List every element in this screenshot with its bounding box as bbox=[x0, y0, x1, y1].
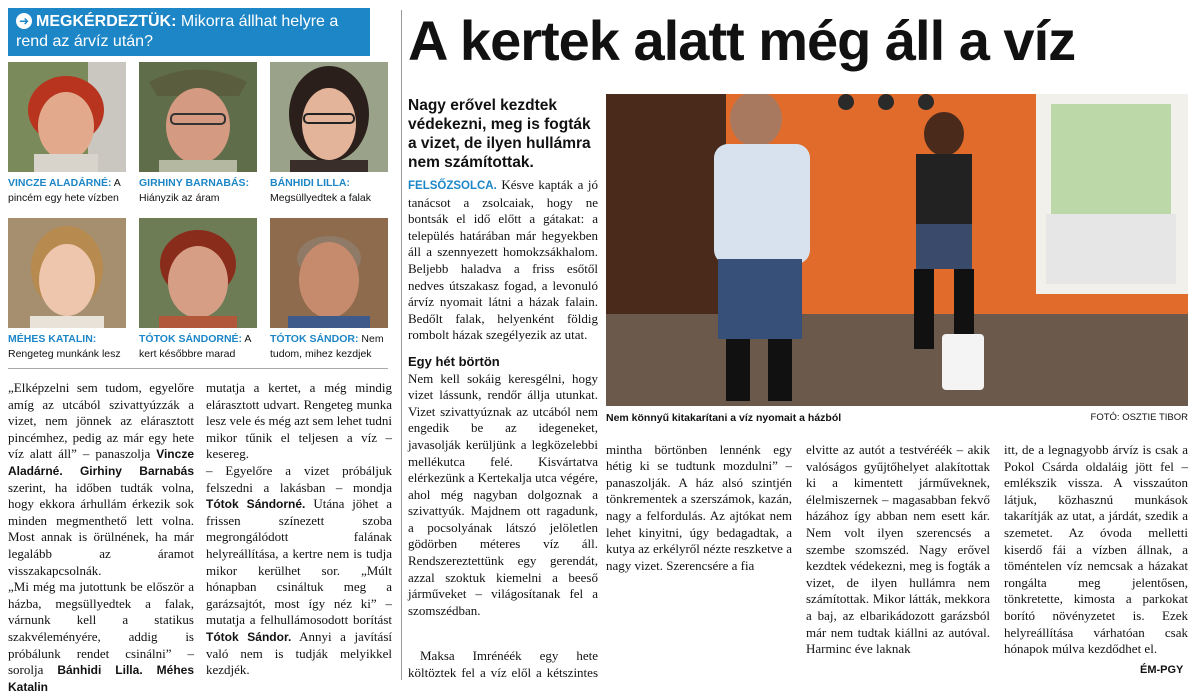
article-photo bbox=[606, 94, 1188, 406]
article-lead: Nagy erővel kezdtek védekezni, meg is fogták a vizet, de ilyen hullámra nem számítottak. bbox=[408, 97, 591, 171]
article-column-1-tail: Maksa Imrénéék egy hete költöztek fel a víz elől a kétszintes bbox=[408, 648, 598, 680]
poll-divider bbox=[8, 368, 388, 369]
portrait-totok-sandor bbox=[270, 218, 388, 328]
caption-vincze: VINCZE ALADÁRNÉ: A pincém egy hete vízben bbox=[8, 177, 121, 204]
portrait-girhiny-barnabas bbox=[139, 62, 257, 172]
article-column-1: FELSŐZSOLCA. Késve kapták a jó tanácsot a zsolcaiak, hogy ne bontsák el idő előtt a gátakat: a település határában már hegyekben áll a szennyezett homokzsákhalom. Beljebb haladva a friss esőtől nedves útszakasz fogad, a levonuló árvíz nyomait látni a házak falain. Bedőlt falak, helyenként földig rombolt házak szegélyezik az utat. Egy hét börtön Nem kell sokáig keresgélni, hogy vizet lássunk, rendőr állja utunkat. Vizet szivattyúznak az utcából nem engedik be az idegeneket, javasolják kerüljünk a legközelebbi mellékutca felé. Kisvártatva elérkezünk a Kertekalja utca végére, ahol még nagyban dolgoznak a szivattyúk. Majdnem ott ragadunk, a pocsolyának látszó jelöletlen gödörben méteres víz áll. Rendszereztettünk egy gerendát, azzal szoktuk kiemelni a beeső járműveket – világosítanak fel a szomszédban. bbox=[408, 177, 598, 618]
photo-caption: Nem könnyű kitakarítani a víz nyomait a házból bbox=[606, 412, 842, 424]
author-signature: ÉM-PGY bbox=[1140, 664, 1184, 676]
article-column-4: itt, de a legnagyobb árvíz is csak a Pokol Csárda oldaláig jött fel – emlékszik vissza. A visszaúton látjuk, közhasznú munkások takarítják az utat, a járdát, szedik a szemetet. Az óvoda melletti kiserdő fái a vízben állnak, a töméntelen víz nemcsak a házakat rongálta meg jelentősen, tönkretette, kimosta a parkokat borító növényzetet is. Ezek helyreállítása várhatóan csak hónapok múlva kezdődhet el. bbox=[1004, 442, 1188, 657]
portrait-mehes-katalin bbox=[8, 218, 126, 328]
poll-kicker: MEGKÉRDEZTÜK: bbox=[36, 13, 177, 30]
portrait-totok-sandorne bbox=[139, 218, 257, 328]
caption-totok-sandorne: TÓTOK SÁNDORNÉ: A kert későbbre marad bbox=[139, 333, 251, 360]
caption-banhidi: BÁNHIDI LILLA: Megsüllyedtek a falak bbox=[270, 177, 371, 204]
portrait-vincze-aladarne bbox=[8, 62, 126, 172]
caption-girhiny: GIRHINY BARNABÁS: Hiányzik az áram bbox=[139, 177, 250, 204]
poll-question: Mikorra állhat helyre a rend az árvíz után? bbox=[16, 13, 339, 50]
article-headline: A kertek alatt még áll a víz bbox=[408, 9, 1076, 72]
dateline: FELSŐZSOLCA. bbox=[408, 180, 497, 192]
article-column-2: mintha börtönben lennénk egy hétig ki se tudtunk mozdulni” – panaszolják. A ház alsó szintjén tönkrementek a szerszámok, kazán, nagy a felfordulás. Az ajtókat nem lehet kinyitni, úgy bedagadtak, a kutya az erkélyről nézte reszketve a nagy vizet. Szerencsére a fia bbox=[606, 442, 792, 573]
caption-totok-sandor: TÓTOK SÁNDOR: Nem tudom, mihez kezdjek bbox=[270, 333, 384, 360]
arrow-right-icon: ➜ bbox=[16, 13, 32, 29]
poll-text-column-1: „Elképzelni sem tudom, egyelőre amíg az utcából szivattyúzzák a vizet, nem jönnek az elárasztott pincémhez, pedig az már egy hete víz alatt áll” – panaszolja Vincze Aladárné. Girhiny Barnabás szerint, ha időben tudták volna, hogy ekkora árhullám érkezik sok minden megmenthető lett volna. Most annak is örülnének, ha már legalább az áramot visszakapcsolnák. „Mi még ma jutottunk be először a házba, megsüllyedtek a falak, várnunk kell a statikus szakvéleményére, addig is próbálunk rendet csinálni” – sorolja Bánhidi Lilla. Méhes Katalin bbox=[8, 380, 195, 694]
poll-header bbox=[8, 8, 370, 56]
subhead: Egy hét börtön bbox=[408, 353, 500, 369]
poll-text-column-2: mutatja a kertet, a még mindig elárasztott udvart. Rengeteg munka lesz vele és még azt sem lehet tudni mikor tűnik el teljesen a víz – kesereg. – Egyelőre a vizet próbáljuk felszedni a lakásban – mondja Tótok Sándorné. Utána jöhet a frissen színezett szoba megrongálódott falának helyreállítása, a kertre nem is tudja mikor kerülhet sor. „Múlt hónapban csináltuk meg a garázsajtót, most így néz ki” – mutatja a felhullámosodott borítást Tótok Sándor. Annyi a javításí való nem is tudják melyikkel kezdjék. bbox=[206, 380, 393, 678]
column-divider bbox=[401, 10, 402, 680]
article-column-3: elvitte az autót a testvéréék – akik valóságos gyűjtőhelyet alakítottak ki a kimentett járműveknek, élelmiszernek – magasabban fekvő házához így abban nem esett kár. Nem volt ilyen szerencsés a szembe szomszéd. Nagy erővel kezdtek védekezni, meg is fogták a vizet, de ilyen hullámra nem számítottak. Mikor látták, mekkora a baj, az elbarikádozott garázsból már nem tudtak kiállni az autóval. Harminc éve laknak bbox=[806, 442, 990, 657]
caption-mehes: MÉHES KATALIN: Rengeteg munkánk lesz bbox=[8, 333, 121, 360]
portrait-banhidi-lilla bbox=[270, 62, 388, 172]
photo-credit: FOTÓ: OSZTIE TIBOR bbox=[1090, 412, 1188, 423]
